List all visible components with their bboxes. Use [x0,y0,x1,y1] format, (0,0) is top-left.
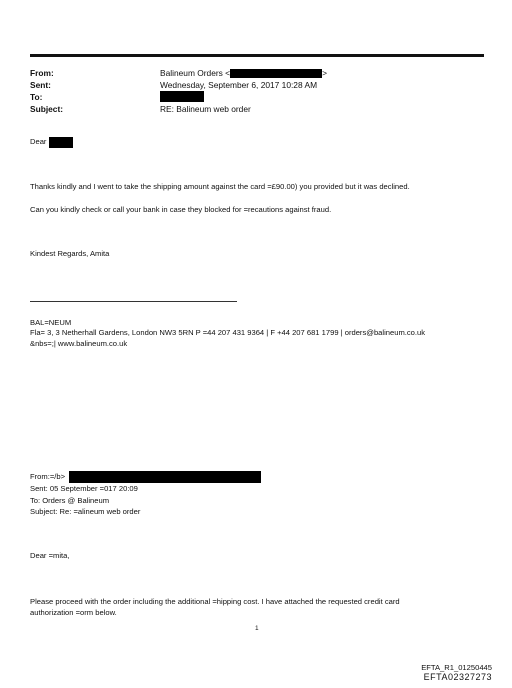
to-label: To: [30,92,43,102]
signature-company: BAL=NEUM [30,318,72,327]
greeting-text: Dear [30,137,47,146]
quoted-line-2: authorization =orm below. [30,608,117,617]
from-sender-name: Balineum Orders < [160,68,231,78]
subject-label: Subject: [30,104,64,114]
from-value [160,68,327,78]
redaction-block [69,471,261,483]
signature-web: &nbs=;| www.balineum.co.uk [30,339,128,348]
from-label: From: [30,68,54,78]
quoted-from [30,471,261,483]
quoted-to: To: Orders @ Balineum [30,496,110,505]
signature-address: Fla= 3, 3 Netherhall Gardens, London NW3 5RN P =44 207 431 9364 | F +44 207 681 1799 | orders@balineum.co.uk [30,328,426,337]
body-line-2: Can you kindly check or call your bank in case they blocked for =recautions against fraud. [30,205,332,214]
sent-value: Wednesday, September 6, 2017 10:28 AM [160,80,318,90]
page-number: 1 [255,625,259,632]
signature-separator [30,301,237,302]
quoted-subject: Subject: Re: =alineum web order [30,507,141,516]
quoted-greeting: Dear =mita, [30,551,70,560]
quoted-line-1: Please proceed with the order including the additional =hipping cost. I have attached the requested credit card [30,597,400,606]
from-tail: > [322,68,327,78]
quoted-from-text: From:=/b> [30,472,66,481]
to-value [160,91,204,102]
header-top-rule [30,54,484,57]
bates-ref-1: EFTA_R1_01250445 [421,663,492,672]
redaction-block [230,69,322,78]
signoff: Kindest Regards, Amita [30,249,110,258]
bates-ref-2: EFTA02327273 [423,672,492,682]
sent-label: Sent: [30,80,51,90]
redaction-block [160,91,204,102]
greeting [30,136,73,148]
quoted-sent: Sent: 05 September =017 20:09 [30,484,138,493]
subject-value: RE: Balineum web order [160,104,251,114]
body-line-1: Thanks kindly and I went to take the shipping amount against the card =£90.00) you provided but it was declined. [30,182,410,191]
redaction-block [49,137,73,148]
